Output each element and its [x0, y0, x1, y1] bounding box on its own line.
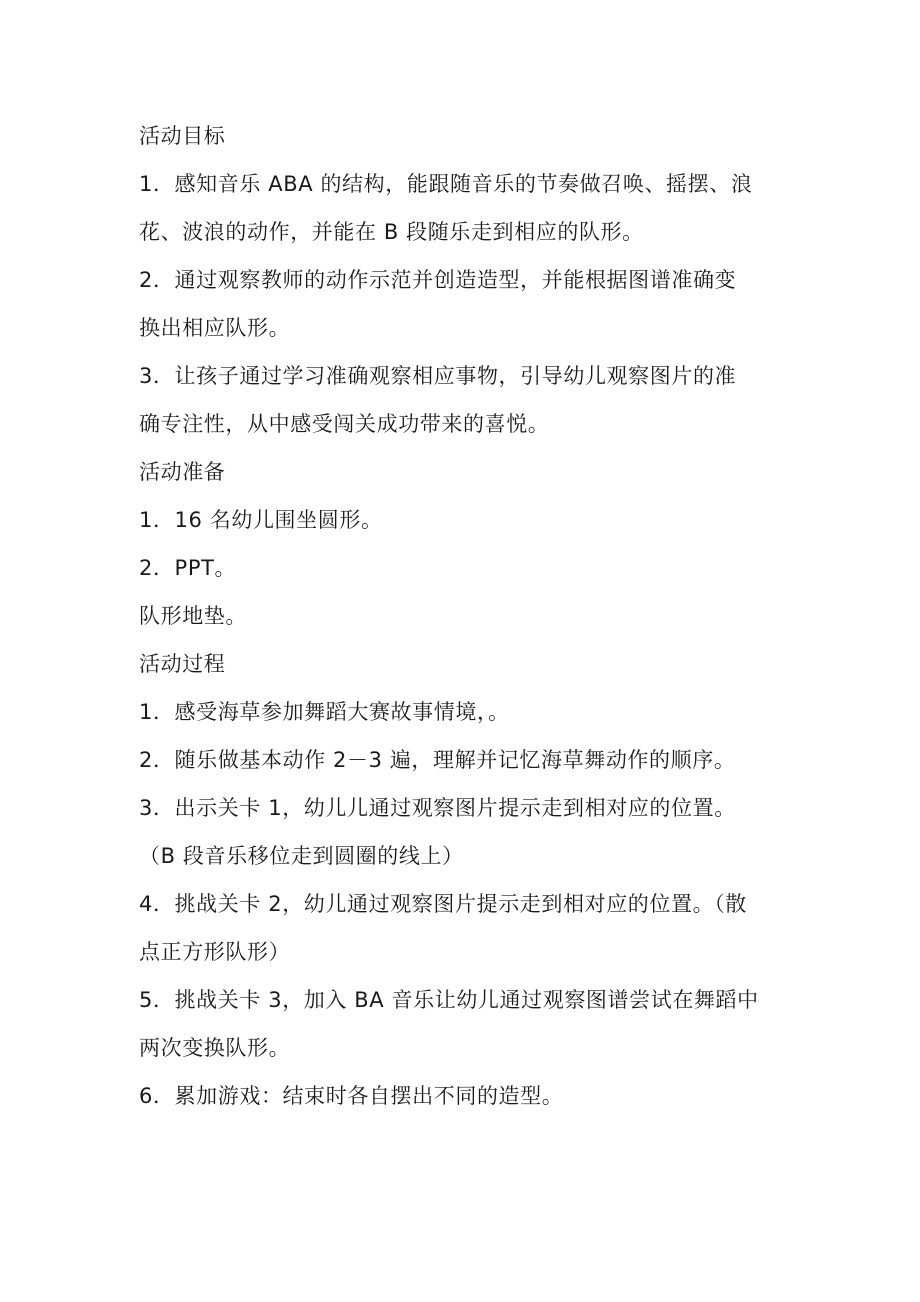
- text-line: 1．感受海草参加舞蹈大赛故事情境，。: [139, 700, 510, 724]
- text-line: 队形地垫。: [139, 604, 247, 628]
- text-line: 2．PPT。: [139, 556, 237, 580]
- text-line: 1．感知音乐 ABA 的结构，能跟随音乐的节奏做召唤、摇摆、浪: [139, 172, 753, 196]
- text-line: 两次变换队形。: [139, 1036, 291, 1060]
- text-line: 3．出示关卡 1，幼儿儿通过观察图片提示走到相对应的位置。: [139, 796, 736, 820]
- text-line: 花、波浪的动作，并能在 B 段随乐走到相应的队形。: [139, 220, 644, 244]
- text-line: （B 段音乐移位走到圆圈的线上）: [139, 844, 464, 868]
- text-line: 1．16 名幼儿围坐圆形。: [139, 508, 383, 532]
- text-line: 4．挑战关卡 2，幼儿通过观察图片提示走到相对应的位置。（散: [139, 892, 747, 916]
- text-line: 换出相应队形。: [139, 316, 291, 340]
- text-line: 2．随乐做基本动作 2－3 遍，理解并记忆海草舞动作的顺序。: [139, 748, 736, 772]
- text-line: 3．让孩子通过学习准确观察相应事物，引导幼儿观察图片的准: [139, 364, 737, 388]
- section-heading-preparation: 活动准备: [139, 460, 226, 484]
- text-line: 5．挑战关卡 3，加入 BA 音乐让幼儿通过观察图谱尝试在舞蹈中: [139, 988, 759, 1012]
- document-body: [139, 112, 789, 1120]
- text-line: 确专注性，从中感受闯关成功带来的喜悦。: [139, 412, 550, 436]
- text-line: 点正方形队形）: [139, 940, 291, 964]
- text-line: 2．通过观察教师的动作示范并创造造型，并能根据图谱准确变: [139, 268, 737, 292]
- text-line: 6．累加游戏：结束时各自摆出不同的造型。: [139, 1084, 564, 1108]
- section-heading-process: 活动过程: [139, 652, 226, 676]
- section-heading-goals: 活动目标: [139, 124, 226, 148]
